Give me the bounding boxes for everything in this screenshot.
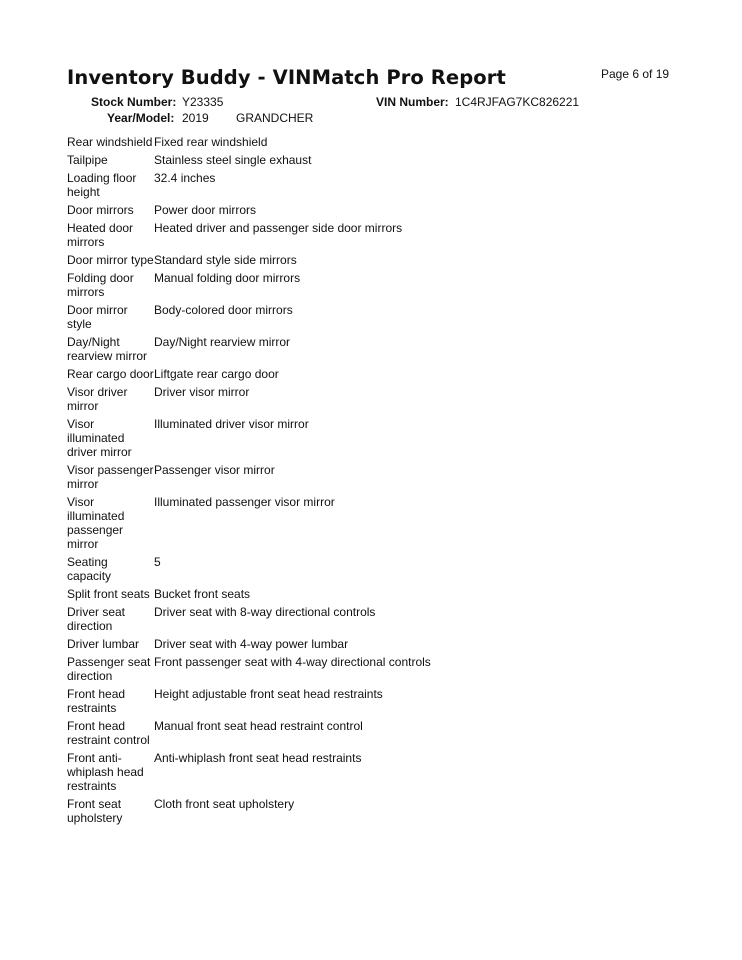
spec-value: Power door mirrors <box>154 203 257 217</box>
spec-row <box>67 153 687 167</box>
spec-row <box>67 417 687 459</box>
spec-row <box>67 495 687 551</box>
spec-label: Heated door mirrors <box>67 221 134 249</box>
spec-value: Front passenger seat with 4-way directional controls <box>154 655 431 669</box>
year-value: 2019 <box>182 111 209 125</box>
spec-row <box>67 203 687 217</box>
spec-label: Front seat upholstery <box>67 797 123 825</box>
spec-value: Height adjustable front seat head restraints <box>154 687 383 701</box>
spec-row <box>67 587 687 601</box>
stock-number-value: Y23335 <box>182 95 224 109</box>
spec-value: Fixed rear windshield <box>154 135 268 149</box>
spec-value: Driver visor mirror <box>154 385 250 399</box>
spec-row <box>67 605 687 633</box>
spec-label: Front head restraints <box>67 687 126 715</box>
spec-label: Folding door mirrors <box>67 271 134 299</box>
spec-row <box>67 463 687 491</box>
spec-row <box>67 221 687 249</box>
spec-value: Manual front seat head restraint control <box>154 719 363 733</box>
spec-label: Door mirror type <box>67 253 154 267</box>
report-title: Inventory Buddy - VINMatch Pro Report <box>67 66 506 89</box>
spec-label: Rear windshield <box>67 135 153 149</box>
spec-value: Cloth front seat upholstery <box>154 797 295 811</box>
model-value: GRANDCHER <box>236 111 314 125</box>
spec-value: Standard style side mirrors <box>154 253 297 267</box>
spec-value: Day/Night rearview mirror <box>154 335 291 349</box>
spec-row <box>67 637 687 651</box>
spec-value: Anti-whiplash front seat head restraints <box>154 751 362 765</box>
spec-value: Illuminated passenger visor mirror <box>154 495 335 509</box>
spec-value: Driver seat with 8-way directional controls <box>154 605 376 619</box>
vin-number-value: 1C4RJFAG7KC826221 <box>455 95 580 109</box>
spec-row <box>67 385 687 413</box>
spec-label: Door mirrors <box>67 203 134 217</box>
spec-value: Manual folding door mirrors <box>154 271 301 285</box>
spec-row <box>67 655 687 683</box>
spec-value: Stainless steel single exhaust <box>154 153 312 167</box>
spec-label: Visor illuminated driver mirror <box>67 417 132 459</box>
spec-label: Loading floor height <box>67 171 137 199</box>
spec-row <box>67 797 687 825</box>
spec-row <box>67 719 687 747</box>
spec-row <box>67 751 687 793</box>
year-model-label: Year/Model: <box>107 111 175 125</box>
spec-row <box>67 303 687 331</box>
spec-value: Liftgate rear cargo door <box>154 367 279 381</box>
spec-label: Door mirror style <box>67 303 128 331</box>
spec-row <box>67 253 687 267</box>
spec-label: Rear cargo door <box>67 367 154 381</box>
spec-value: Bucket front seats <box>154 587 251 601</box>
spec-row <box>67 555 687 583</box>
spec-row <box>67 335 687 363</box>
spec-list <box>67 135 687 829</box>
spec-value: Body-colored door mirrors <box>154 303 293 317</box>
spec-label: Seating capacity <box>67 555 112 583</box>
spec-label: Visor illuminated passenger mirror <box>67 495 125 551</box>
spec-row <box>67 367 687 381</box>
spec-value: Driver seat with 4-way power lumbar <box>154 637 349 651</box>
page-number: Page 6 of 19 <box>601 67 670 81</box>
spec-row <box>67 171 687 199</box>
spec-value: 32.4 inches <box>154 171 216 185</box>
spec-label: Day/Night rearview mirror <box>67 335 148 363</box>
spec-row <box>67 271 687 299</box>
spec-value: Heated driver and passenger side door mirrors <box>154 221 403 235</box>
spec-label: Tailpipe <box>67 153 108 167</box>
stock-number-label: Stock Number: <box>91 95 177 109</box>
spec-label: Front anti-whiplash head restraints <box>67 751 144 793</box>
spec-label: Passenger seat direction <box>67 655 151 683</box>
spec-value: 5 <box>154 555 161 569</box>
spec-label: Visor driver mirror <box>67 385 128 413</box>
spec-label: Driver seat direction <box>67 605 126 633</box>
spec-row <box>67 687 687 715</box>
spec-label: Driver lumbar <box>67 637 140 651</box>
spec-value: Illuminated driver visor mirror <box>154 417 309 431</box>
spec-label: Visor passenger mirror <box>67 463 154 491</box>
vin-number-label: VIN Number: <box>376 95 449 109</box>
spec-value: Passenger visor mirror <box>154 463 275 477</box>
spec-label: Front head restraint control <box>67 719 150 747</box>
spec-row <box>67 135 687 149</box>
spec-label: Split front seats <box>67 587 150 601</box>
